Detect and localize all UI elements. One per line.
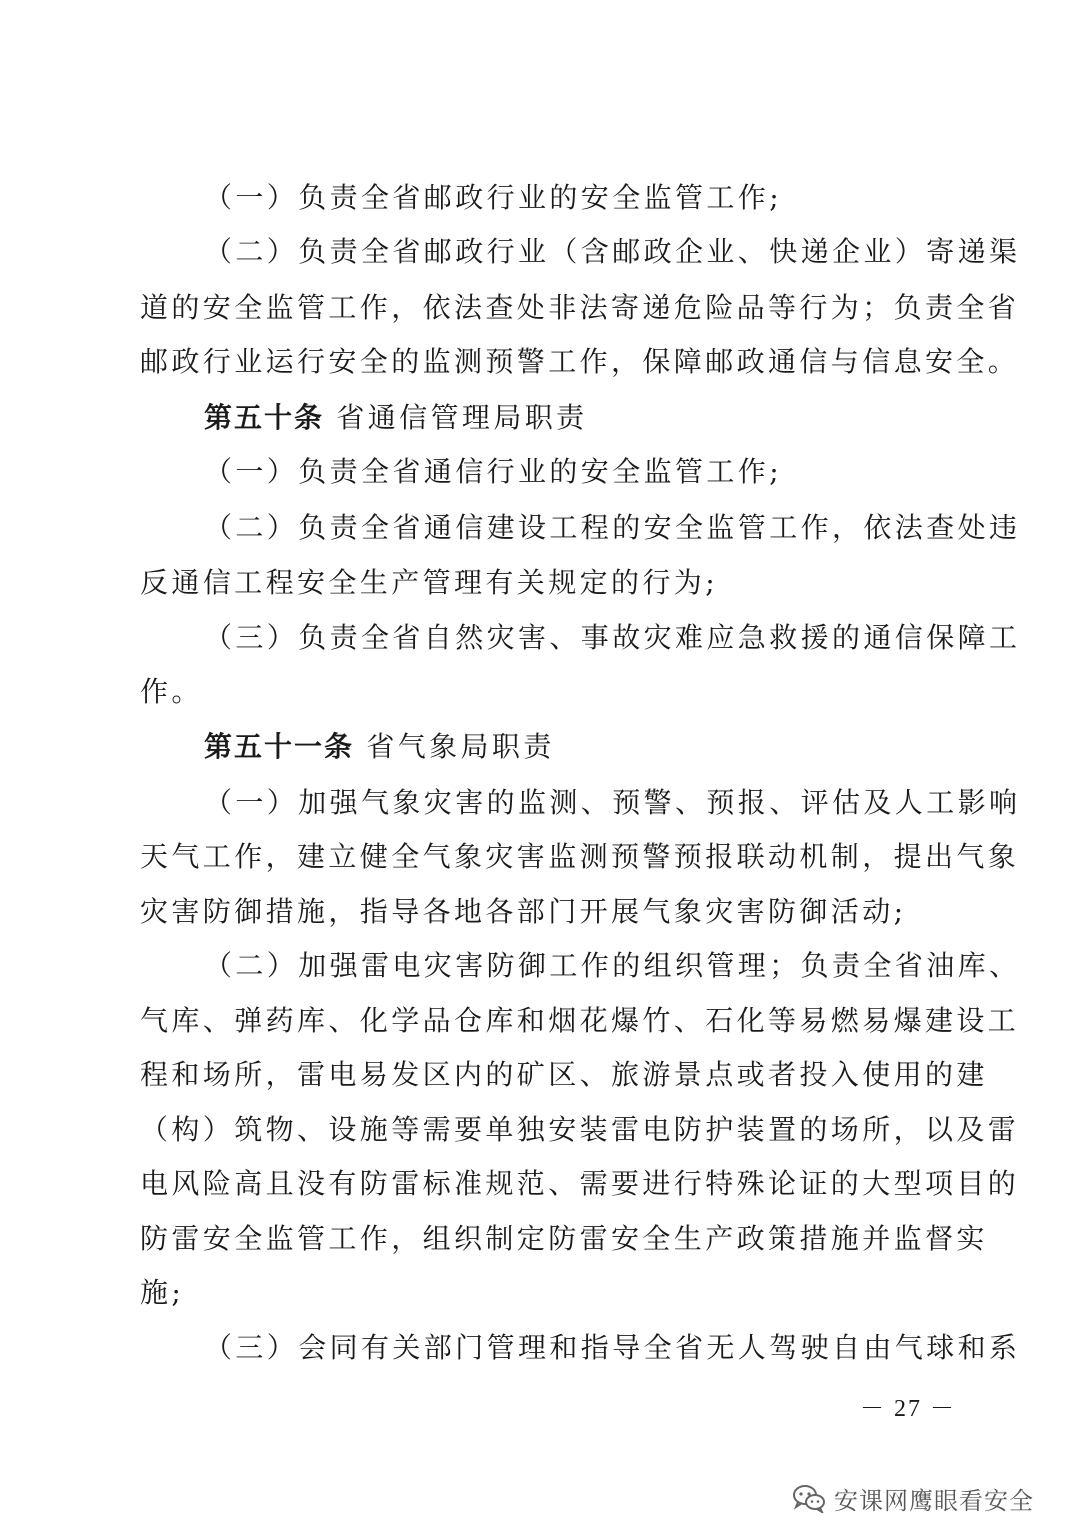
paragraph-line: （一）负责全省邮政行业的安全监管工作; <box>204 181 783 214</box>
paragraph-line: 作。 <box>140 675 203 708</box>
paragraph-line: 施; <box>140 1276 185 1309</box>
article-number: 第五十条 <box>204 401 325 434</box>
paragraph-line: 邮政行业运行安全的监测预警工作，保障邮政通信与信息安全。 <box>140 345 1020 378</box>
article-heading <box>204 398 940 438</box>
paragraph-line: 道的安全监管工作，依法查处非法寄递危险品等行为；负责全省 <box>140 291 1020 324</box>
article-heading <box>204 727 940 767</box>
paragraph-line: （三）负责全省自然灾害、事故灾难应急救援的通信保障工 <box>204 621 1021 654</box>
paragraph-line: （三）会同有关部门管理和指导全省无人驾驶自由气球和系 <box>204 1331 1021 1364</box>
paragraph-line: （二）负责全省邮政行业（含邮政企业、快递企业）寄递渠 <box>204 235 1021 268</box>
wechat-icon <box>792 1483 826 1513</box>
paragraph-line: 气库、弹药库、化学品仓库和烟花爆竹、石化等易燃易爆建设工 <box>140 1004 1020 1037</box>
page-number: － 27 － <box>860 1396 956 1422</box>
watermark-text: 安课网鹰眼看安全 <box>834 1486 1034 1515</box>
paragraph-line: （二）负责全省通信建设工程的安全监管工作，依法查处违 <box>204 511 1021 544</box>
paragraph-line: （构）筑物、设施等需要单独安装雷电防护装置的场所，以及雷 <box>140 1113 1020 1146</box>
paragraph-line: （一）加强气象灾害的监测、预警、预报、评估及人工影响 <box>204 786 1021 819</box>
paragraph-line: 程和场所，雷电易发区内的矿区、旅游景点或者投入使用的建 <box>140 1058 988 1091</box>
watermark <box>792 1480 1034 1516</box>
paragraph-line: 灾害防御措施，指导各地各部门开展气象灾害防御活动; <box>140 895 907 928</box>
article-title: 省气象局职责 <box>366 730 555 763</box>
paragraph-line: 防雷安全监管工作，组织制定防雷安全生产政策措施并监督实 <box>140 1222 988 1255</box>
article-title: 省通信管理局职责 <box>336 401 588 434</box>
paragraph-line: 反通信工程安全生产管理有关规定的行为; <box>140 566 719 599</box>
paragraph-line: 电风险高且没有防雷标准规范、需要进行特殊论证的大型项目的 <box>140 1167 1020 1200</box>
paragraph-line: 天气工作，建立健全气象灾害监测预警预报联动机制，提出气象 <box>140 840 1020 873</box>
paragraph-line: （一）负责全省通信行业的安全监管工作; <box>204 455 783 488</box>
article-number: 第五十一条 <box>204 730 355 763</box>
paragraph-line: （二）加强雷电灾害防御工作的组织管理；负责全省油库、 <box>204 949 1021 982</box>
